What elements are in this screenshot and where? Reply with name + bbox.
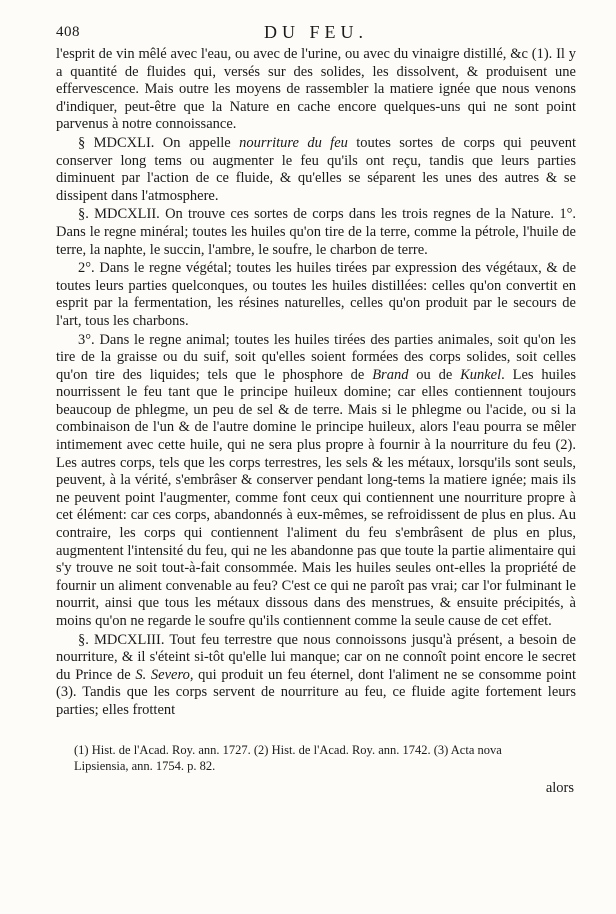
footnote-line: (1) Hist. de l'Acad. Roy. ann. 1727. (2) Hist. de l'Acad. Roy. ann. 1742. (3) Acta nova xyxy=(74,742,502,757)
footnotes xyxy=(56,742,576,774)
body-text xyxy=(56,46,576,720)
italic-name: Brand xyxy=(372,366,409,383)
text-run: . Les huiles nourrissent le feu tant que le principe huileux domine; car elles contiennent toujours beaucoup de phlegme, un peu de sel & de terre. Mais si le phlegme ou l'acide, ou si la combinaison de l'un & de l'autre domine le principe huileux, alors l'eau pourra se mêler intimement avec cette huile, qui ne sera plus propre à fournir à la nourriture du feu (2). Les autres corps, tels que les corps terrestres, les sels & les métaux, lorsqu'ils sont seuls, peuvent, à la vérité, s'embrâser & conserver pendant long-tems la matiere ignée; mais ils ne peuvent point l'augmenter, comme font ceux qui contiennent une nourriture propre à cet élément: car ces corps, abandonnés à eux-mêmes, se refroidissent de plus en plus. Au contraire, les corps qui contiennent l'aliment du feu s'embrâsent de plus en plus, augmentent l'intensité du feu, qui ne les abandonne pas que toute la partie alimentaire qui s'y trouve ne soit tout-à-fait consommée. Mais les huiles seules ont-elles la propriété de fournir un aliment convenable au feu? C'est ce qui ne paroît pas vrai; car l'or fulminant le nourrit, ainsi que tous les métaux dissous dans des menstrues, & ensuite précipités, à moins qu'on ne regarde le soufre qu'ils contiennent comme la seule cause de cet effet. xyxy=(56,366,576,629)
text-run: toutes sortes de corps qui peuvent conserver long tems ou augmenter le feu qu'ils ont reçu, tandis que leurs parties diminuent par l'action de ce fluide, & qu'elles se séparent les unes des autres & se dissipent dans l'atmosphere. xyxy=(56,134,576,204)
paragraph-vegetal: 2°. Dans le regne végétal; toutes les huiles tirées par expression des végétaux, & de toutes leurs parties quelconques, ou toutes les huiles distillées: celles qu'on convertit en esprit par la fermentation, les résines naturelles, celles qu'on produit par le secours de l'art, tous les charbons. xyxy=(56,260,576,329)
page-header xyxy=(56,20,576,44)
paragraph-1641 xyxy=(56,135,576,205)
paragraph-1643 xyxy=(56,632,576,720)
page-number: 408 xyxy=(56,24,80,40)
paragraph-animal xyxy=(56,332,576,631)
text-run: §. MDCXLIII. Tout feu terrestre que nous connoissons jusqu'à présent, a besoin de nourriture, & il s'éteint si-tôt qu'elle lui manque; car on ne connoît point encore le secret du Prince de xyxy=(56,631,576,683)
italic-term: nourriture du feu xyxy=(239,134,348,151)
text-run: , qui produit un feu éternel, dont l'aliment ne se consomme point (3). Tandis que les corps servent de nourriture au feu, ce fluide agite fortement leurs parties; elles frottent xyxy=(56,666,576,718)
italic-name: S. Severo xyxy=(135,666,190,683)
paragraph-continuation: l'esprit de vin mêlé avec l'eau, ou avec de l'urine, ou avec du vinaigre distillé, &c (1). Il y a quantité de fluides qui, versés sur des solides, les dissolvent, & produisent une effervescence. Mais outre les moyens de rassembler la matiere ignée que nous venons d'indiquer, peut-être que la Nature en cache encore quelques-uns qui ne sont point parvenus à notre connoissance. xyxy=(56,46,576,133)
text-run: 3°. Dans le regne animal; toutes les huiles tirées des parties animales, soit qu'on les tire de la graisse ou du suif, soit qu'elles soient formées des corps solides, soit celles qu'on tire des liquides; tels que le phosphore de xyxy=(56,331,576,383)
italic-name: Kunkel xyxy=(460,366,502,383)
catchword: alors xyxy=(545,779,574,796)
running-head: DU FEU. xyxy=(263,22,368,42)
text-run: ou de xyxy=(408,366,461,383)
footnote-line: Lipsiensia, ann. 1754. p. 82. xyxy=(74,758,216,773)
paragraph-1642: §. MDCXLII. On trouve ces sortes de corps dans les trois regnes de la Nature. 1°. Dans le regne minéral; toutes les huiles qu'on tire de la terre, comme la pétrole, l'huile de terre, la naphte, le succin, l'ambre, le soufre, le charbon de terre. xyxy=(56,206,576,258)
text-run: § MDCXLI. On appelle xyxy=(78,134,240,151)
